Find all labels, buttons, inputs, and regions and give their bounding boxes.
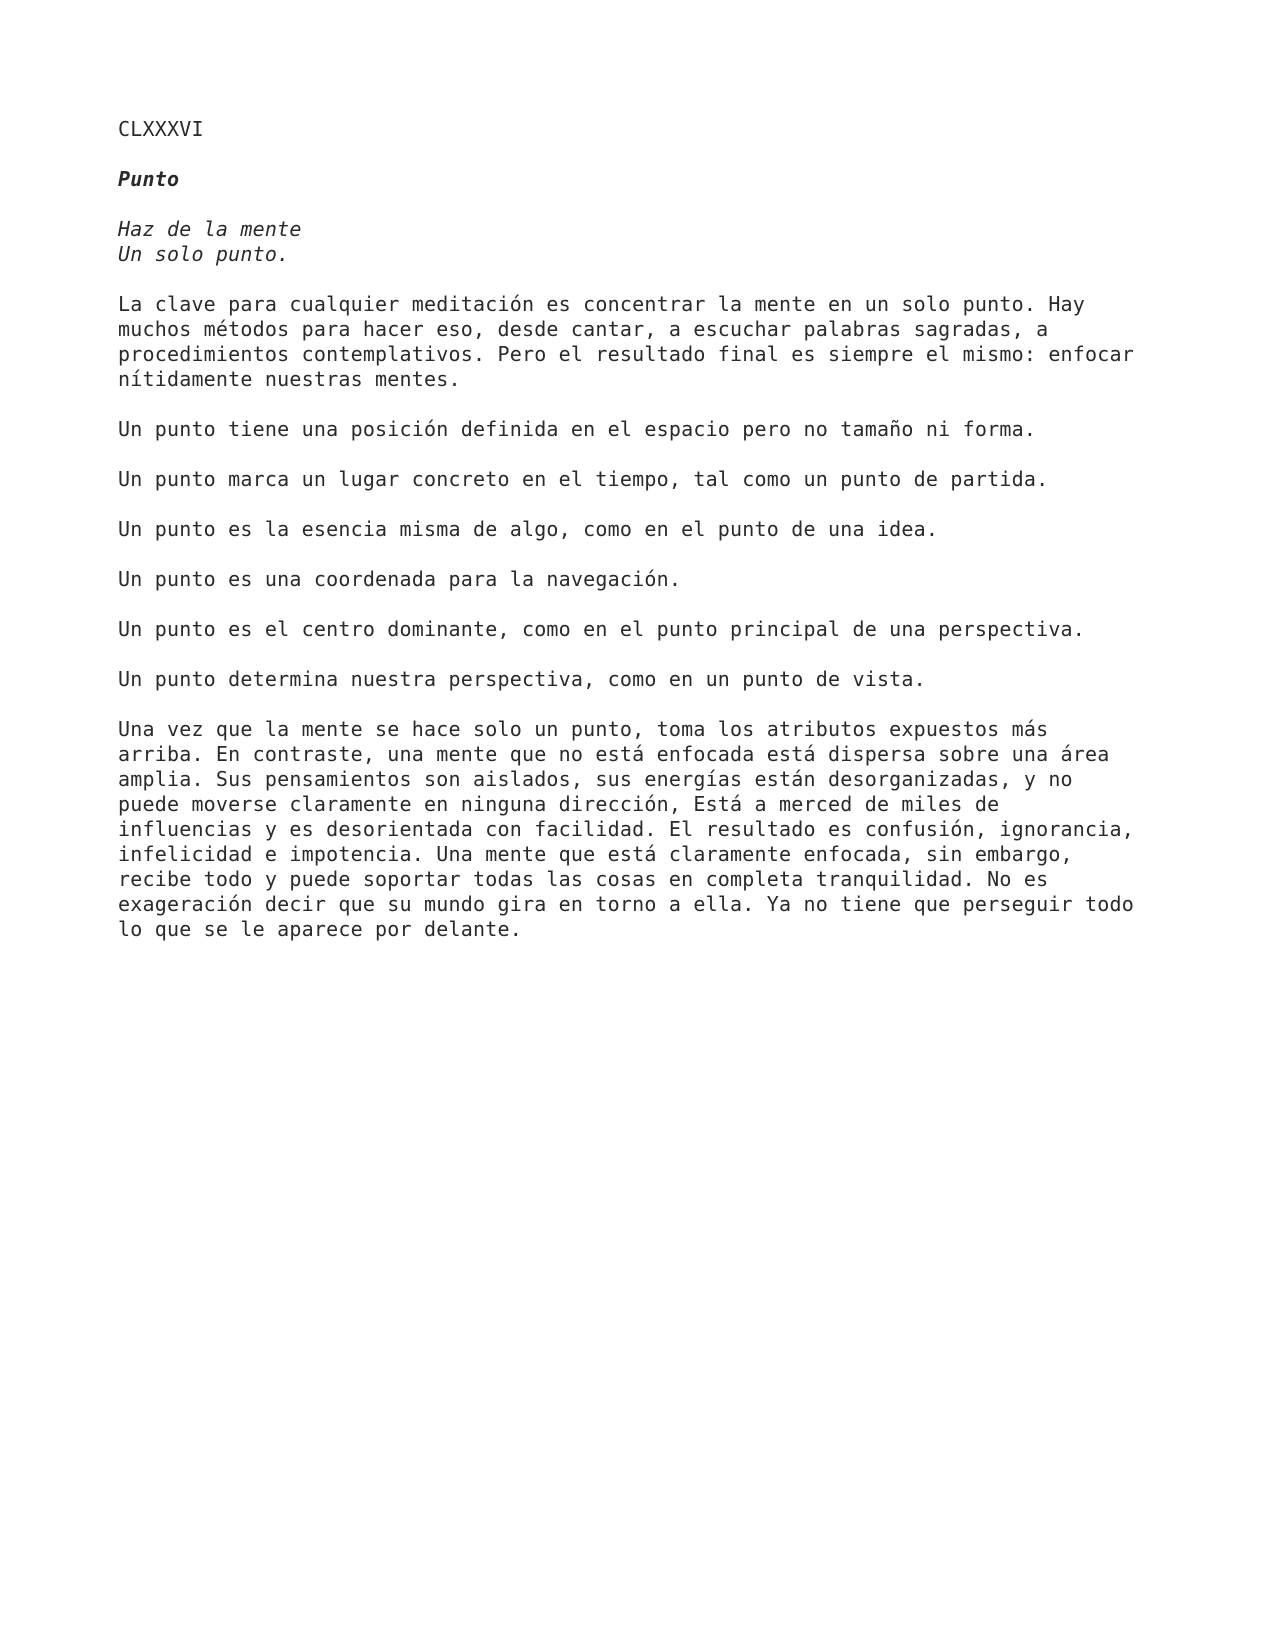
paragraph <box>118 717 1238 942</box>
paragraph <box>118 292 1238 392</box>
paragraph <box>118 417 1238 442</box>
spacer <box>118 142 1238 167</box>
paragraph-line: Una vez que la mente se hace solo un punto, toma los atributos expuestos más <box>118 717 1049 741</box>
paragraph-line: exageración decir que su mundo gira en torno a ella. Ya no tiene que perseguir todo <box>118 892 1135 916</box>
paragraph-line: Un punto determina nuestra perspectiva, como en un punto de vista. <box>118 667 926 691</box>
document-page <box>118 117 1238 942</box>
paragraph-line: Un punto es una coordenada para la navegación. <box>118 567 682 591</box>
paragraph <box>118 667 1238 692</box>
spacer <box>118 542 1238 567</box>
paragraph-line: arriba. En contraste, una mente que no está enfocada está dispersa sobre una área <box>118 742 1110 766</box>
verse-line: Un solo punto. <box>118 242 290 266</box>
spacer <box>118 392 1238 417</box>
paragraph-line: Un punto marca un lugar concreto en el tiempo, tal como un punto de partida. <box>118 467 1049 491</box>
spacer <box>118 192 1238 217</box>
paragraph-line: nítidamente nuestras mentes. <box>118 367 461 391</box>
spacer <box>118 442 1238 467</box>
paragraph-line: recibe todo y puede soportar todas las cosas en completa tranquilidad. No es <box>118 867 1049 891</box>
paragraph-line: procedimientos contemplativos. Pero el resultado final es siempre el mismo: enfocar <box>118 342 1135 366</box>
paragraph-line: Un punto tiene una posición definida en el espacio pero no tamaño ni forma. <box>118 417 1037 441</box>
paragraph-line: puede moverse claramente en ninguna dirección, Está a merced de miles de <box>118 792 1000 816</box>
paragraph-line: muchos métodos para hacer eso, desde cantar, a escuchar palabras sagradas, a <box>118 317 1049 341</box>
paragraph <box>118 467 1238 492</box>
paragraph <box>118 567 1238 592</box>
paragraph-line: lo que se le aparece por delante. <box>118 917 522 941</box>
paragraph-line: infelicidad e impotencia. Una mente que está claramente enfocada, sin embargo, <box>118 842 1073 866</box>
paragraph-line: Un punto es la esencia misma de algo, como en el punto de una idea. <box>118 517 939 541</box>
spacer <box>118 692 1238 717</box>
spacer <box>118 267 1238 292</box>
paragraph-line: influencias y es desorientada con facilidad. El resultado es confusión, ignorancia, <box>118 817 1135 841</box>
spacer <box>118 642 1238 667</box>
spacer <box>118 492 1238 517</box>
paragraph <box>118 517 1238 542</box>
chapter-title: Punto <box>118 167 180 191</box>
verse-line: Haz de la mente <box>118 217 302 241</box>
paragraph-line: amplia. Sus pensamientos son aislados, sus energías están desorganizadas, y no <box>118 767 1073 791</box>
chapter-number: CLXXXVI <box>118 117 204 141</box>
spacer <box>118 592 1238 617</box>
paragraph <box>118 617 1238 642</box>
paragraph-line: La clave para cualquier meditación es concentrar la mente en un solo punto. Hay <box>118 292 1086 316</box>
paragraph-line: Un punto es el centro dominante, como en el punto principal de una perspectiva. <box>118 617 1086 641</box>
verse-block <box>118 217 1238 267</box>
